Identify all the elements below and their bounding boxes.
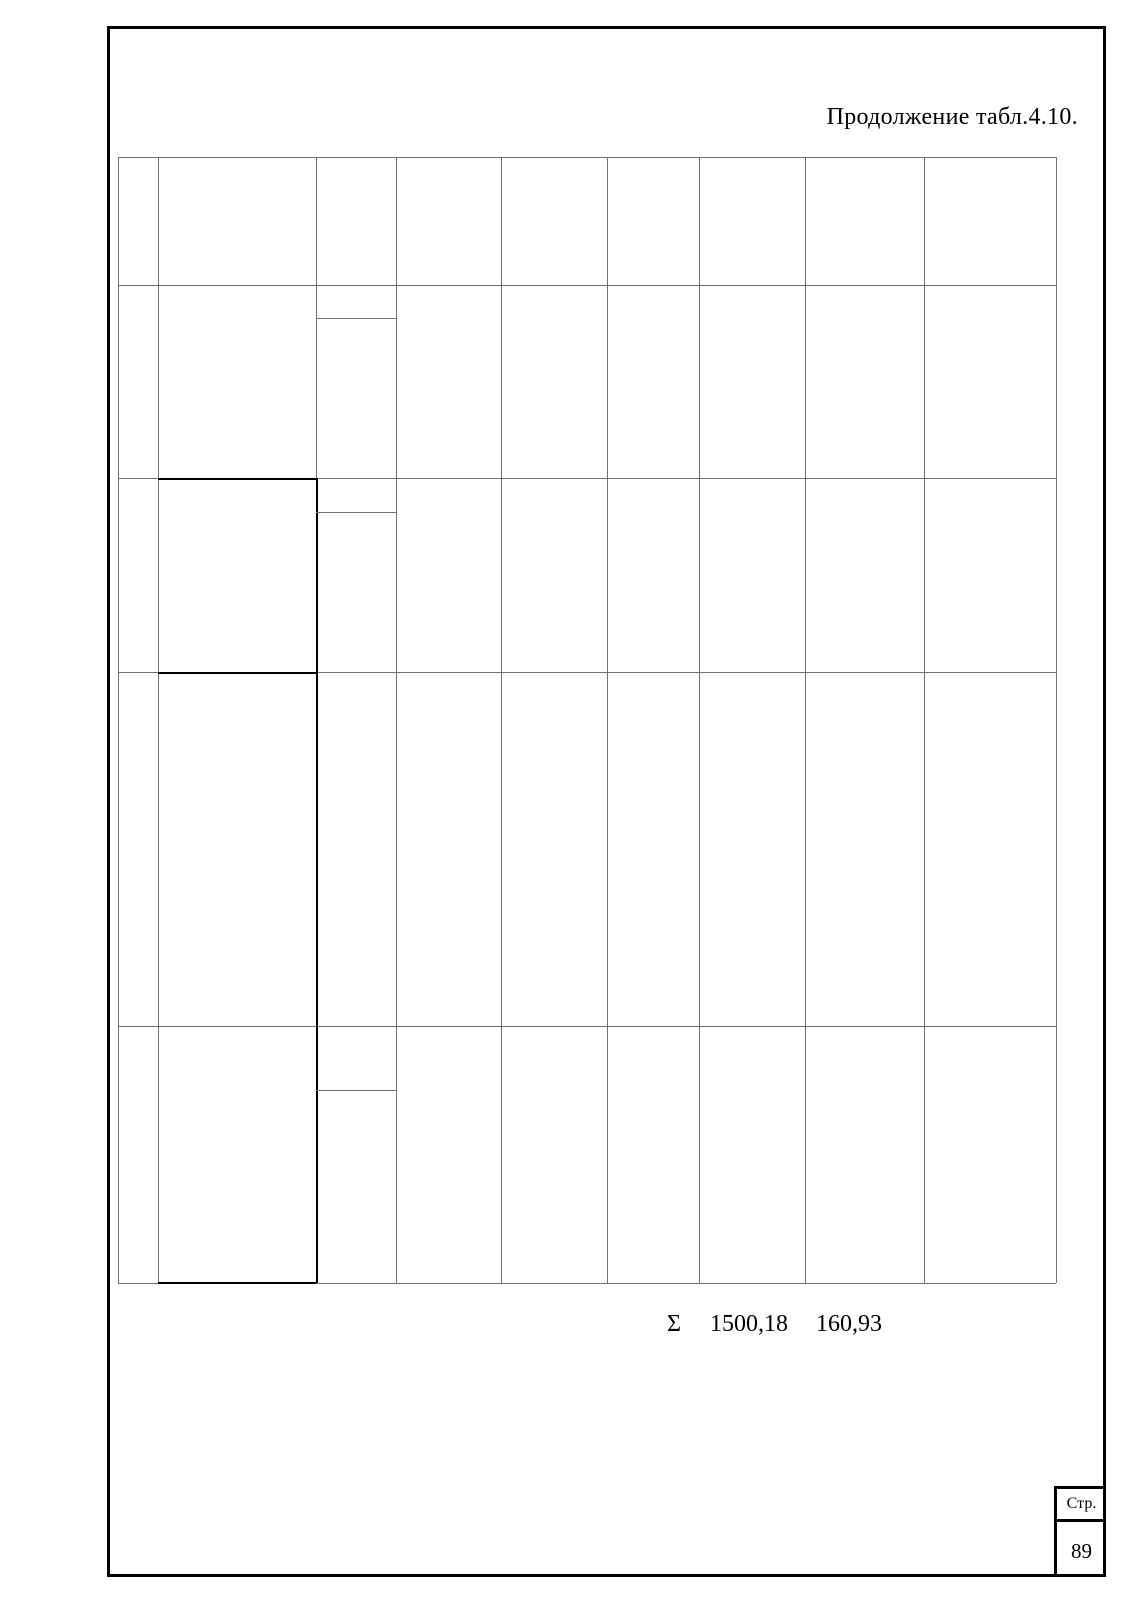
name-box-rule <box>158 478 316 480</box>
qty-split-rule <box>316 318 396 319</box>
page-number: 89 <box>1071 1539 1092 1563</box>
sum-labor-machinist: 1500,18 <box>710 1311 788 1337</box>
name-box-rule <box>316 478 318 672</box>
table-rule <box>699 157 700 1283</box>
page-stamp <box>1054 1486 1106 1577</box>
table-rule <box>396 157 397 1283</box>
table-rule <box>118 1026 1056 1027</box>
name-box-rule <box>158 1282 316 1284</box>
table-rule <box>924 157 925 1283</box>
qty-split-rule <box>316 1090 396 1091</box>
table-rule <box>158 157 159 1283</box>
name-box-rule <box>158 672 316 674</box>
sum-sign: Σ <box>667 1311 681 1337</box>
table-rule <box>501 157 502 1283</box>
table-rule <box>607 157 608 1283</box>
table-rule <box>805 157 806 1283</box>
table-rule <box>1056 157 1057 1283</box>
name-box-rule <box>316 672 318 1283</box>
qty-split-rule <box>316 512 396 513</box>
stamp-label: Стр. <box>1057 1489 1106 1522</box>
table-caption: Продолжение табл.4.10. <box>826 104 1078 130</box>
table-rule <box>118 157 1056 158</box>
table-rule <box>118 285 1056 286</box>
sum-labor-worker: 160,93 <box>816 1311 882 1337</box>
table-rule <box>118 157 119 1283</box>
